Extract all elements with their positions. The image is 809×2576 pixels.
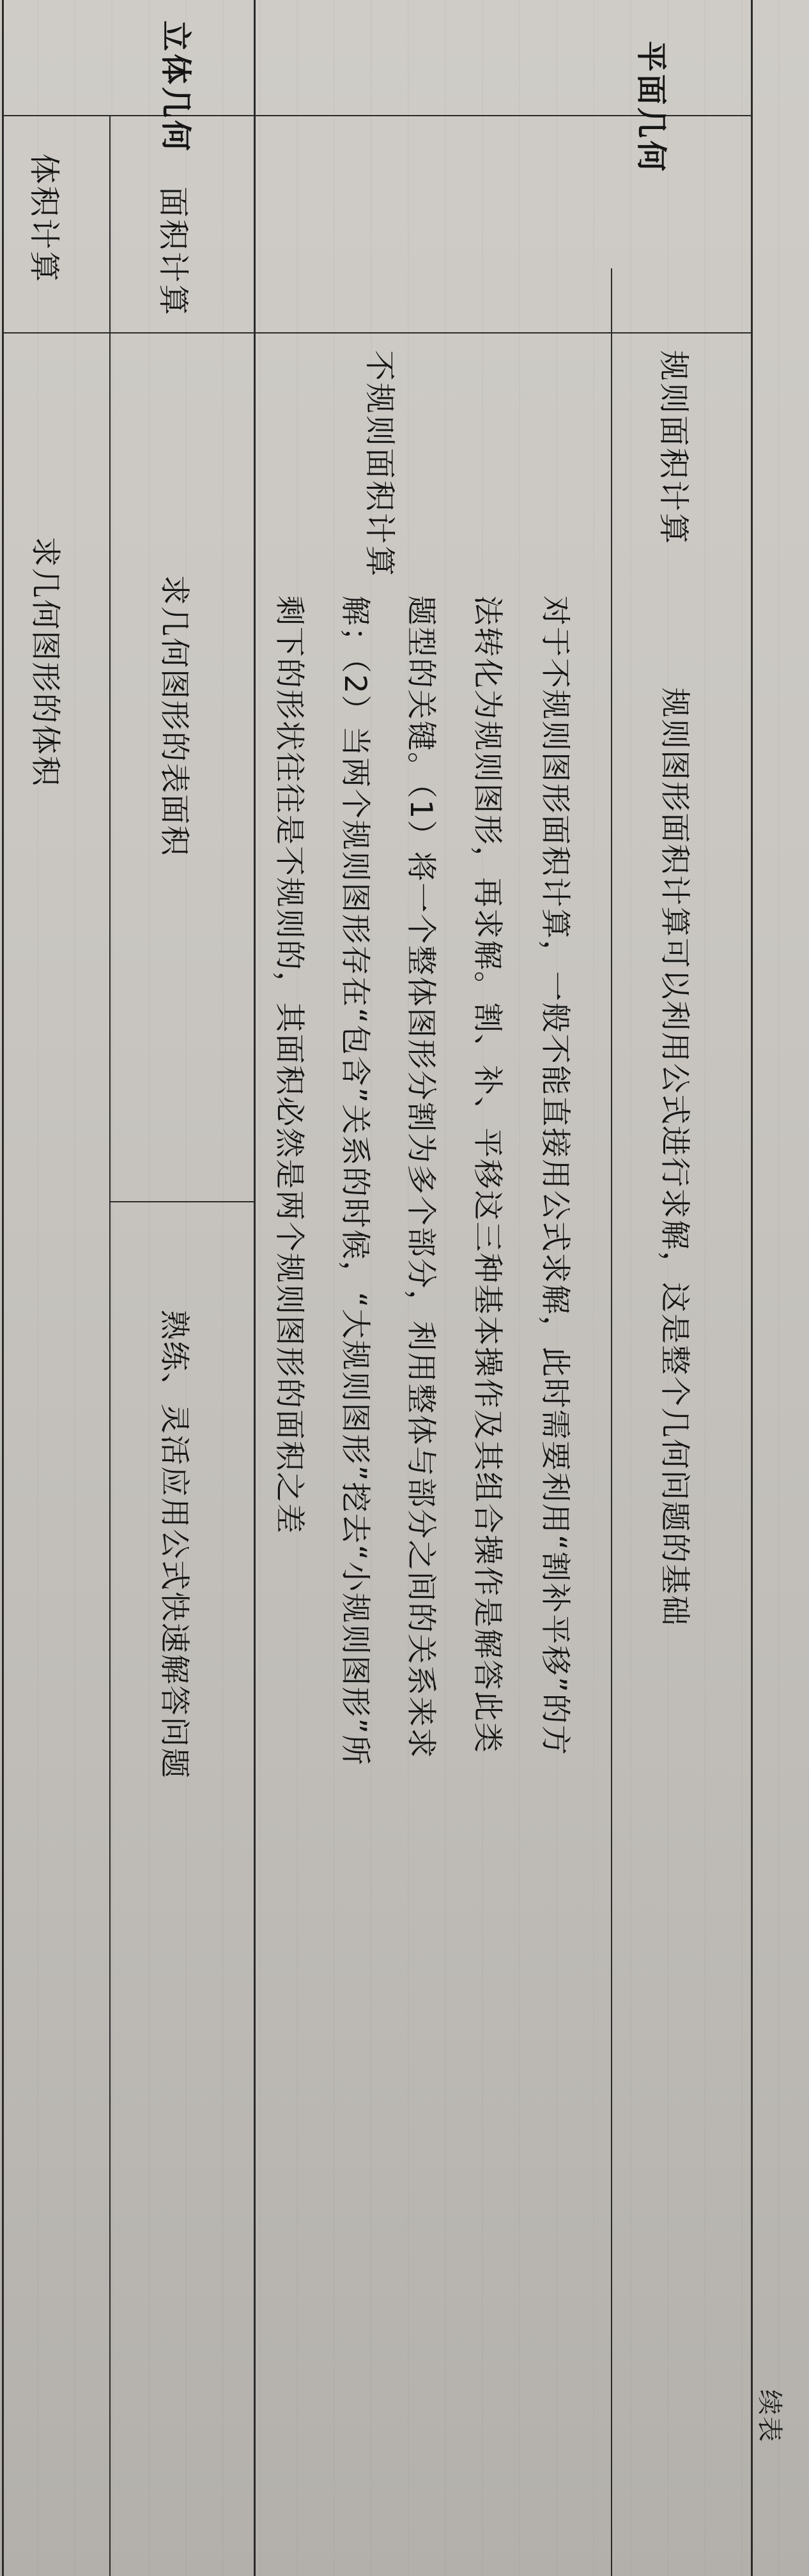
topic-regular-area: 规则面积计算 bbox=[656, 350, 691, 546]
plane-row-divider bbox=[611, 268, 612, 2576]
table-top-rule bbox=[751, 0, 753, 2576]
category-plane-geometry: 平面几何 bbox=[633, 41, 669, 174]
topic-irregular-area: 不规则面积计算 bbox=[362, 350, 397, 579]
desc-irregular-line-3: 题型的关键。（1）将一个整体图形分割为多个部分，利用整体与部分之间的关系来求 bbox=[403, 595, 438, 1759]
topic-column-rule-solid bbox=[2, 332, 256, 334]
desc-irregular-line-5: 剩下的形状往往是不规则的，其面积必然是两个规则图形的面积之差 bbox=[272, 595, 307, 1535]
solid-row-divider bbox=[109, 115, 111, 2576]
section-divider bbox=[254, 0, 256, 2576]
desc-surface-area: 求几何图形的表面积 bbox=[157, 575, 192, 857]
desc-irregular-line-1: 对于不规则图形面积计算，一般不能直接用公式求解，此时需要利用“割补平移”的方 bbox=[537, 595, 573, 1756]
topic-column-rule-plane bbox=[256, 332, 753, 334]
continued-label: 续表 bbox=[755, 2389, 784, 2443]
desc-regular-area: 规则图形面积计算可以利用公式进行求解，这是整个几何问题的基础 bbox=[657, 687, 692, 1627]
note-apply-formulas: 熟练、灵活应用公式快速解答问题 bbox=[157, 1310, 192, 1779]
table-bottom-rule bbox=[2, 0, 4, 2576]
desc-irregular-line-4: 解；（2）当两个规则图形存在“包含”关系的时候，“大规则图形”挖去“小规则图形”所 bbox=[337, 595, 373, 1767]
note-column-rule bbox=[111, 1201, 256, 1202]
topic-surface-area: 面积计算 bbox=[155, 187, 191, 318]
topic-volume: 体积计算 bbox=[26, 153, 62, 284]
desc-irregular-line-2: 法转化为规则图形，再求解。割、补、平移这三种基本操作及其组合操作是解答此类 bbox=[470, 595, 505, 1754]
desc-volume: 求几何图形的体积 bbox=[27, 537, 63, 787]
category-solid-geometry: 立体几何 bbox=[158, 20, 194, 154]
